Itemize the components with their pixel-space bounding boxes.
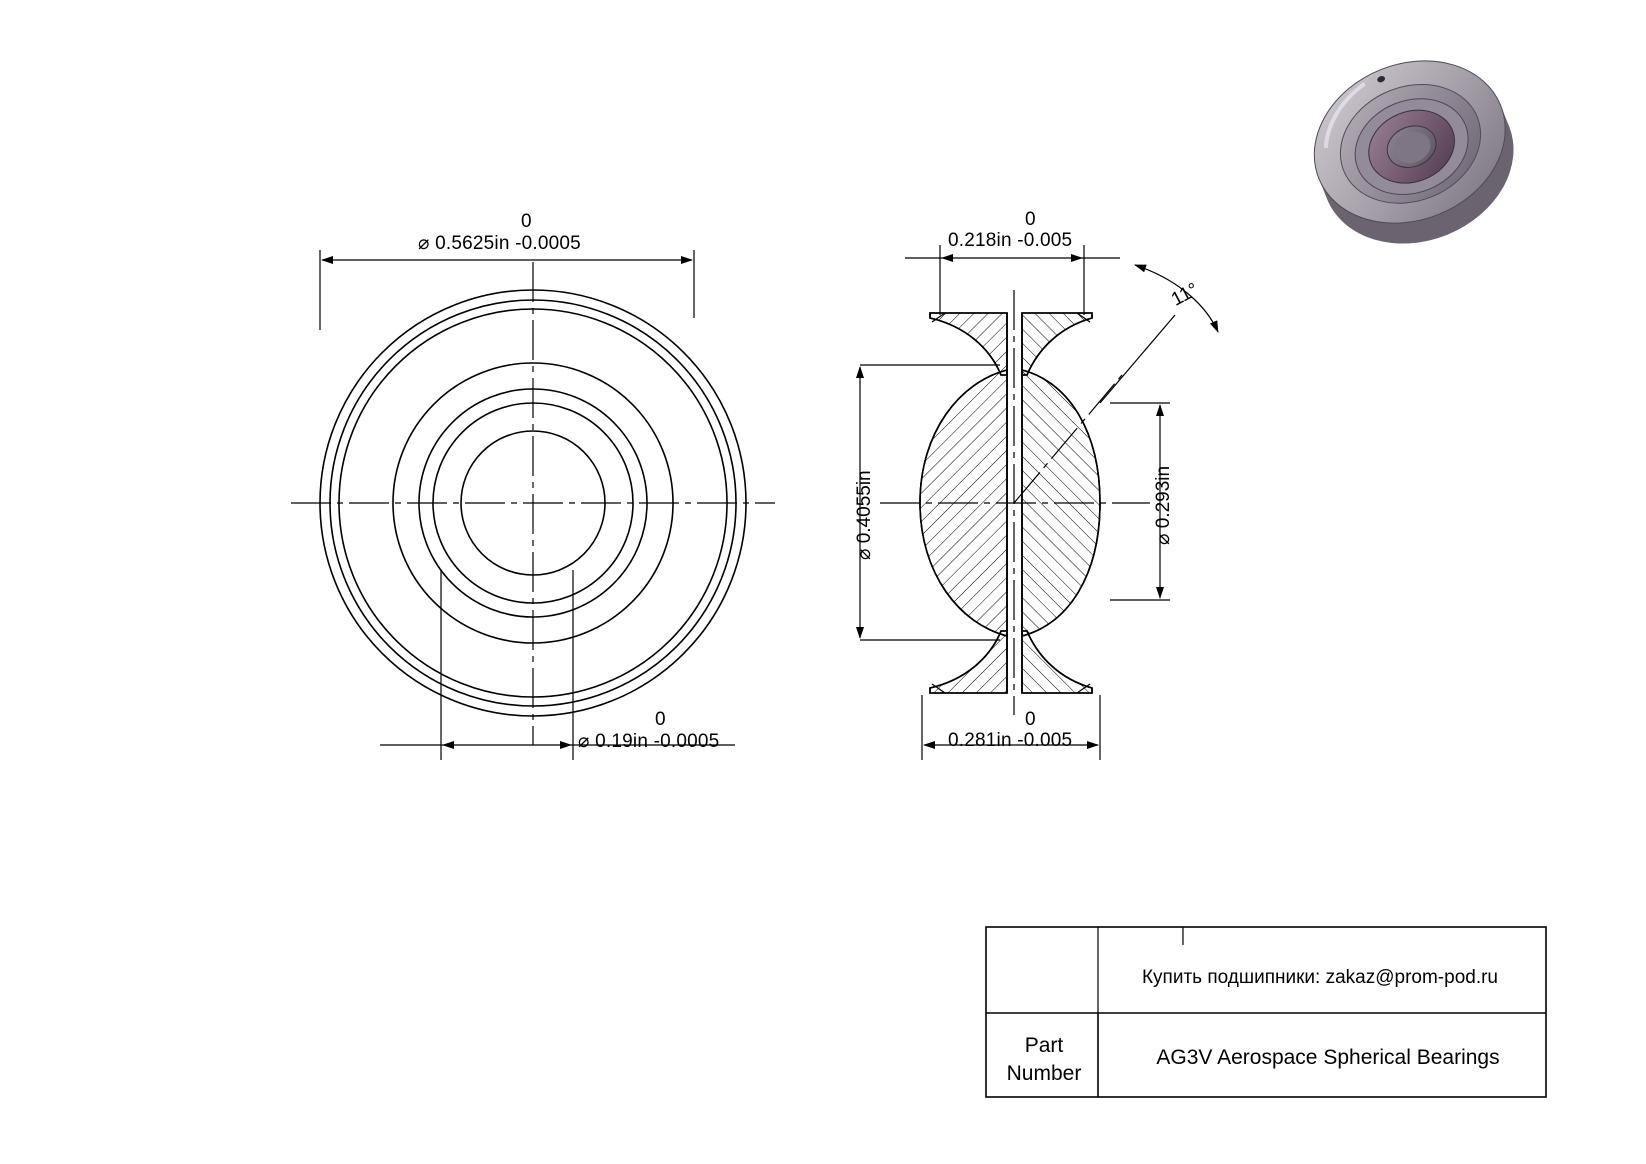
- contact-note: Купить подшипники: zakaz@prom-pod.ru: [1141, 967, 1499, 988]
- part-number-label-line1: Part: [1024, 1034, 1064, 1057]
- misalignment-angle-text: 11°: [1168, 279, 1202, 311]
- bearing-product-photo: [1290, 30, 1540, 280]
- front-bore-diameter-text: ⌀ 0.19in -0.0005: [578, 731, 720, 752]
- section-inner-width-tolerance-upper: 0: [1025, 209, 1036, 230]
- part-number-label-line2: Number: [1006, 1062, 1082, 1085]
- section-ball-diameter-text: ⌀ 0.293in: [1153, 465, 1174, 545]
- section-outer-width-text: 0.281in -0.005: [948, 730, 1073, 751]
- front-outer-diameter-tolerance-upper: 0: [521, 211, 532, 232]
- section-inner-width-dimension: [905, 245, 1120, 315]
- part-number-label: [990, 1032, 1098, 1088]
- front-view: [291, 262, 775, 745]
- section-outer-width-tolerance-upper: 0: [1025, 709, 1036, 730]
- front-outer-diameter-text: ⌀ 0.5625in -0.0005: [418, 233, 581, 254]
- section-inner-width-text: 0.218in -0.005: [948, 230, 1073, 251]
- part-number-value: AG3V Aerospace Spherical Bearings: [1156, 1046, 1500, 1069]
- section-outer-race-diameter-text: ⌀ 0.4055in: [854, 470, 875, 560]
- front-bore-diameter-tolerance-upper: 0: [655, 709, 666, 730]
